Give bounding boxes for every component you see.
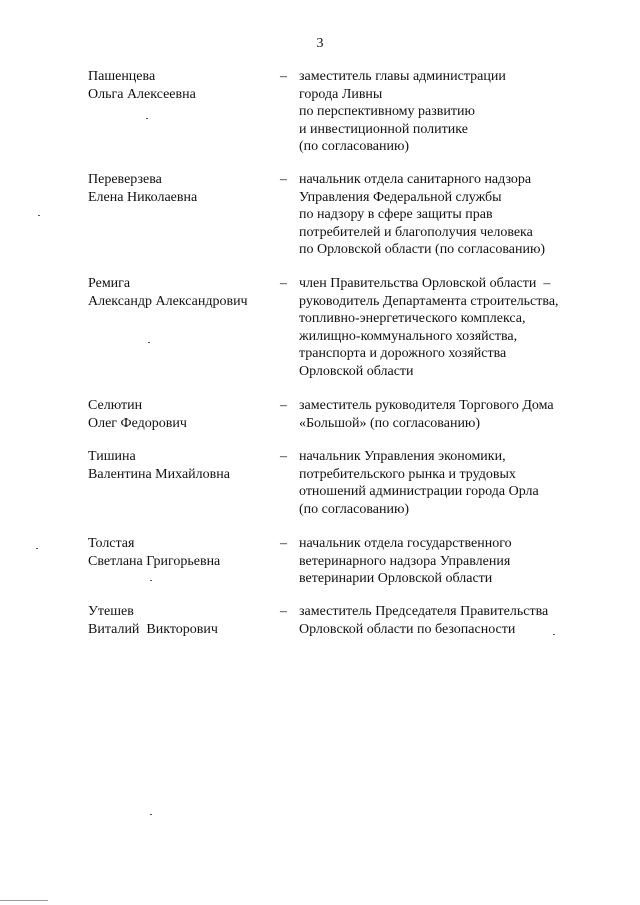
dash-separator: –	[280, 604, 287, 619]
member-position: начальник отдела санитарного надзора Управления Федеральной службы по надзору в сфере защиты прав потребителей и благополучия человека по Орловской области (по согласованию)	[299, 172, 546, 257]
member-position: заместитель главы администрации города Ливны по перспективному развитию и инвестиционной политике (по согласованию)	[299, 69, 506, 154]
member-name: Толстая Светлана Григорьевна	[88, 536, 221, 569]
member-name: Переверзева Елена Николаевна	[88, 172, 198, 205]
scan-speck	[150, 580, 152, 581]
member-position: начальник Управления экономики, потребительского рынка и трудовых отношений администрации города Орла (по согласованию)	[299, 449, 539, 517]
scan-speck	[148, 342, 150, 343]
dash-separator: –	[280, 276, 287, 291]
member-name: Тишина Валентина Михайловна	[88, 449, 230, 482]
member-position: член Правительства Орловской области – руководитель Департамента строительства, топливно-энергетического комплекса, жилищно-коммунального хозяйства, транспорта и дорожного хозяйства Орловской области	[299, 276, 559, 379]
scan-speck	[150, 814, 152, 815]
dash-separator: –	[280, 449, 287, 464]
scan-speck	[146, 118, 148, 119]
page-number: 3	[316, 36, 324, 51]
dash-separator: –	[280, 69, 287, 84]
member-position: начальник отдела государственного ветеринарного надзора Управления ветеринарии Орловской области	[299, 536, 512, 586]
member-name: Ремига Александр Александрович	[88, 276, 248, 309]
scan-speck	[553, 634, 555, 635]
member-name: Пашенцева Ольга Алексеевна	[88, 69, 196, 102]
dash-separator: –	[280, 172, 287, 187]
member-position: заместитель Председателя Правительства Орловской области по безопасности	[299, 604, 549, 637]
member-name: Селютин Олег Федорович	[88, 398, 187, 431]
member-position: заместитель руководителя Торгового Дома «Большой» (по согласованию)	[299, 398, 554, 431]
dash-separator: –	[280, 536, 287, 551]
dash-separator: –	[280, 398, 287, 413]
scan-edge-line	[0, 900, 48, 901]
scan-speck	[36, 548, 38, 549]
member-name: Утешев Виталий Викторович	[88, 604, 218, 637]
scan-speck	[38, 215, 40, 216]
